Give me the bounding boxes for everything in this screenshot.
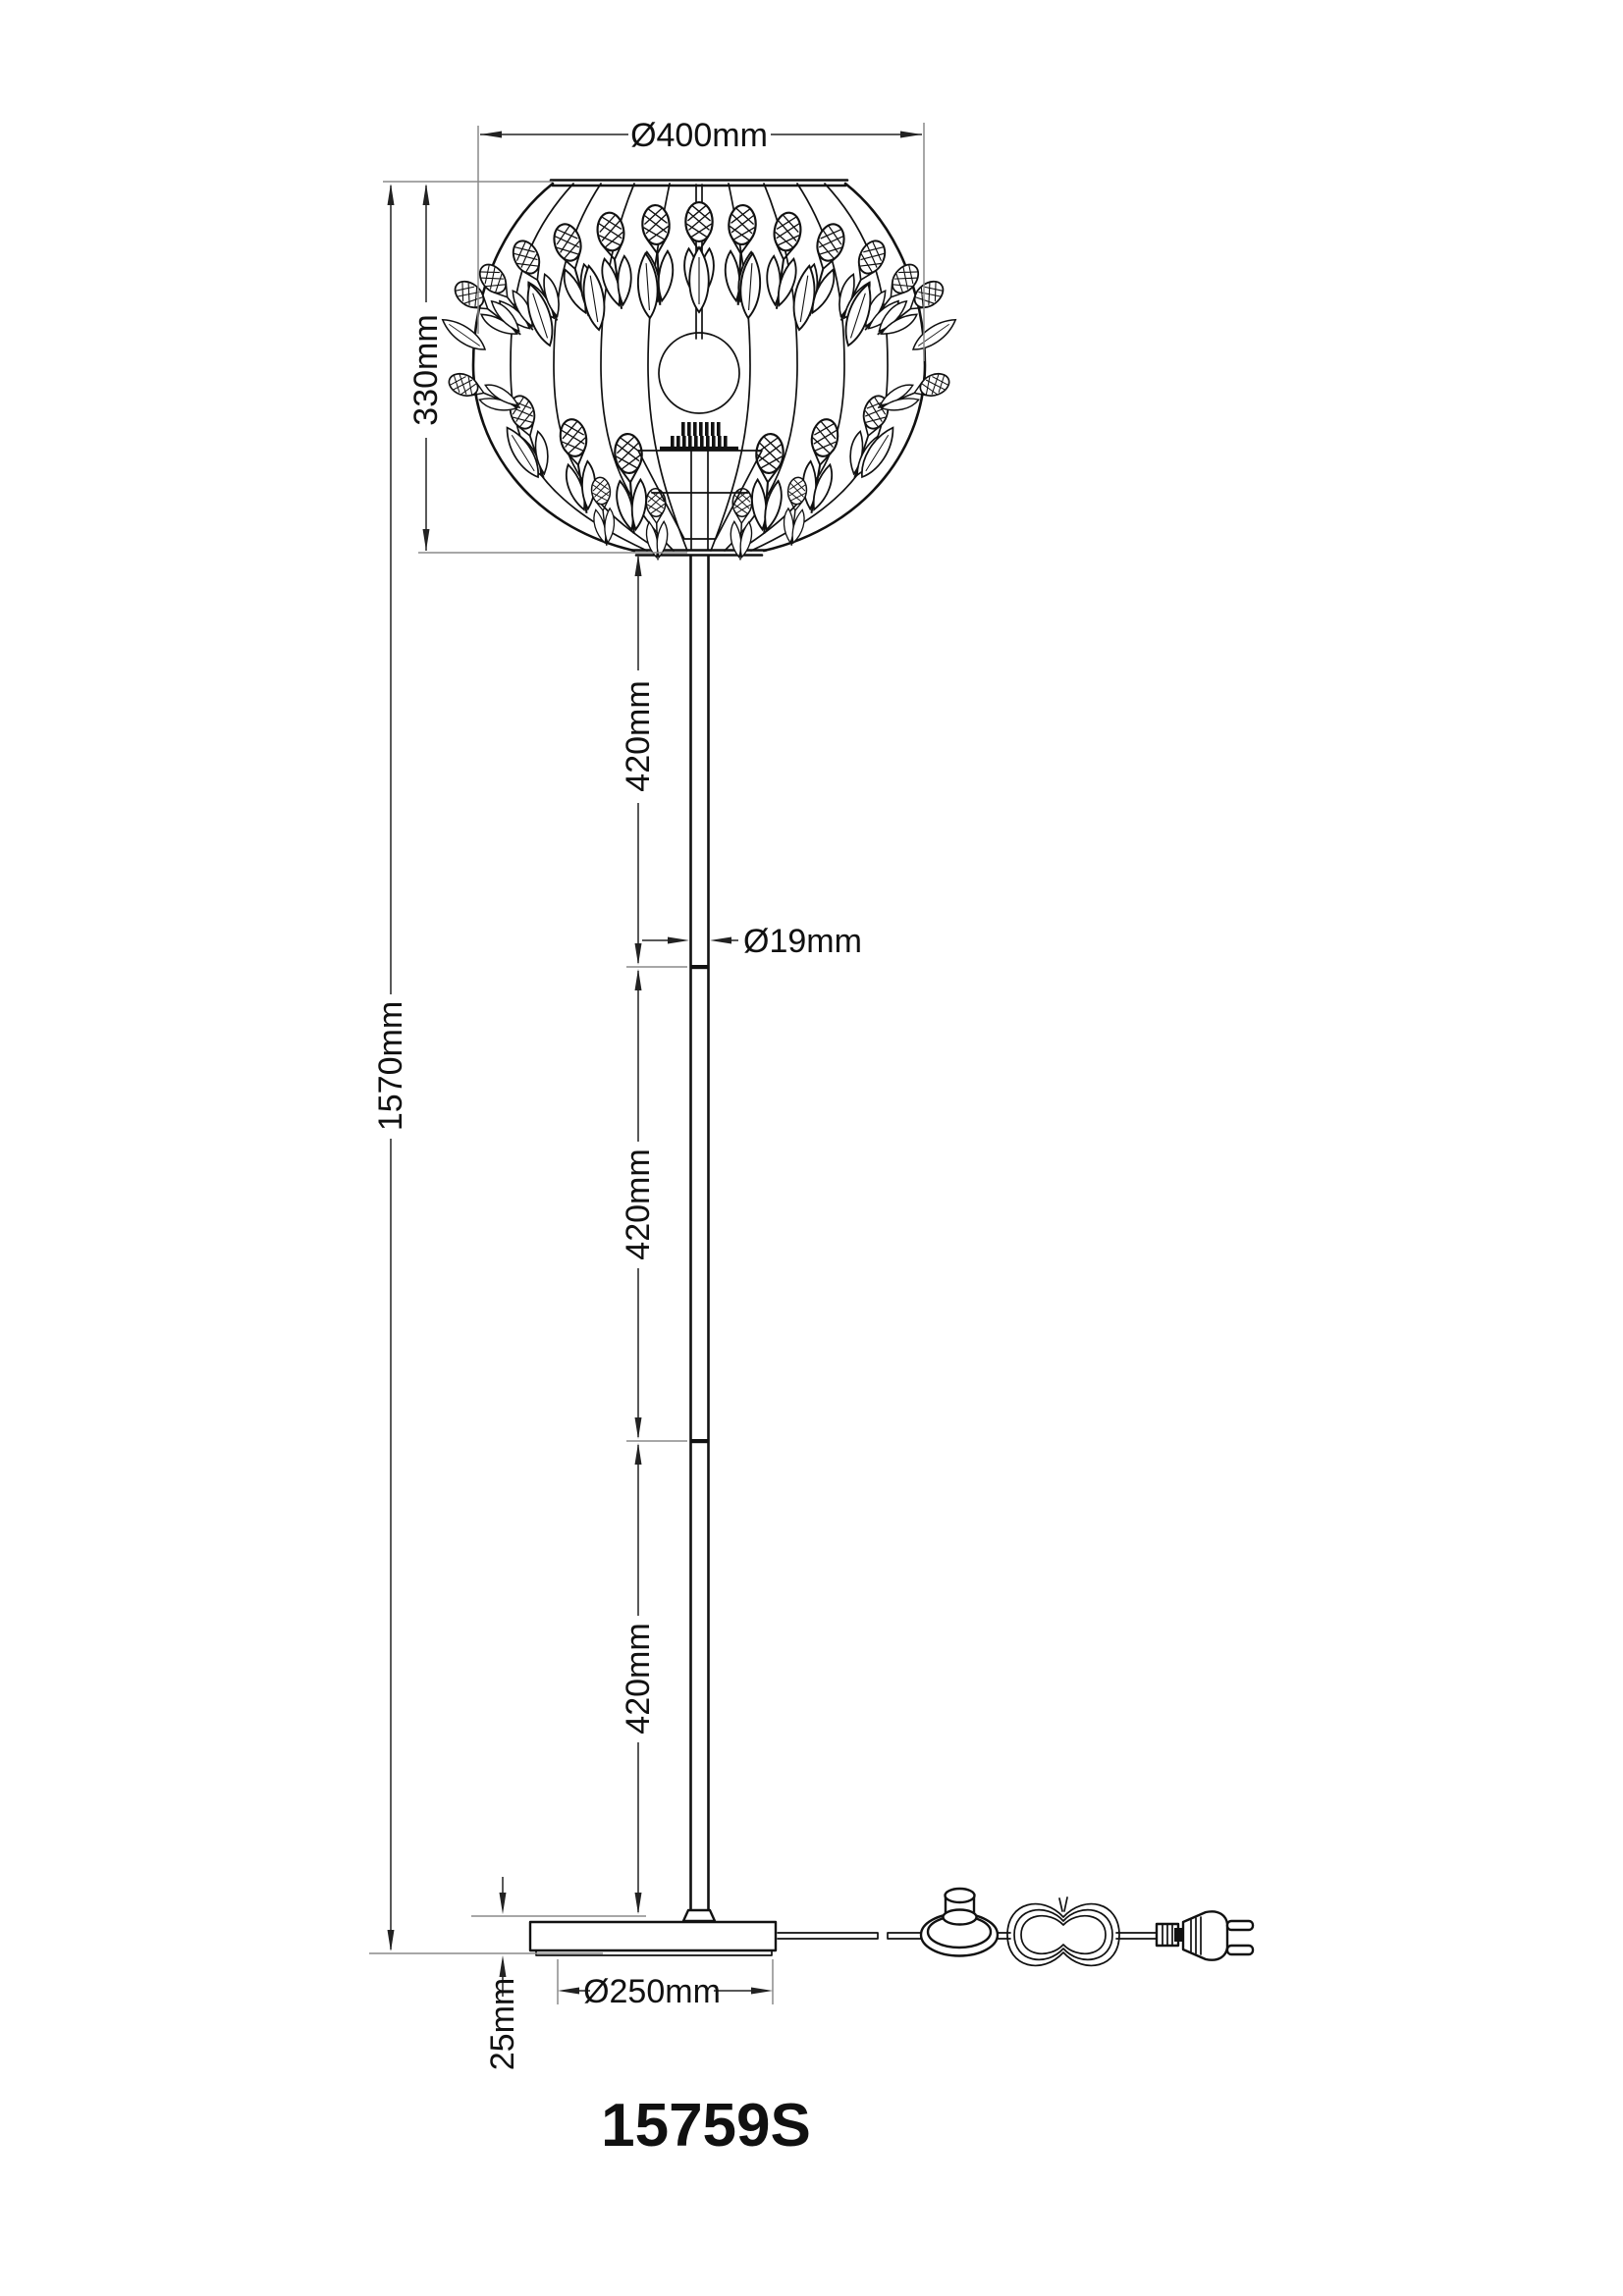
pole-joint-lower <box>690 1439 710 1443</box>
dimension-shade-height <box>407 184 445 551</box>
dimension-base-diameter <box>558 1973 773 2010</box>
cord-run <box>1116 1933 1159 1939</box>
base-height-label: 25mm <box>484 1977 521 2071</box>
base-diameter-label: Ø250mm <box>583 1973 721 2010</box>
total-height-label: 1570mm <box>372 1000 409 1132</box>
dimension-total-height <box>372 184 409 1951</box>
pole-diameter-label: Ø19mm <box>743 923 862 960</box>
shade-height-label: 330mm <box>407 314 445 426</box>
cord-stub <box>778 1933 878 1939</box>
dimension-upper-segment <box>620 555 657 965</box>
cord-run <box>888 1933 922 1939</box>
base-body <box>530 1922 776 1950</box>
dimension-base-height <box>484 1877 521 2070</box>
shade-diameter-label: Ø400mm <box>630 117 768 154</box>
dimension-pole-diameter <box>642 923 862 960</box>
dimension-lower-segment <box>620 1443 657 1914</box>
dimension-shade-diameter <box>480 117 922 154</box>
lamp-base <box>530 1922 776 1955</box>
bulb-outline <box>659 333 739 413</box>
plug-pin-top <box>1227 1921 1253 1930</box>
lamp-shade <box>438 181 959 561</box>
switch-button-top <box>946 1889 975 1902</box>
lower-segment-label: 420mm <box>620 1623 657 1735</box>
shade-leaf-ornaments <box>438 247 959 482</box>
power-plug <box>1157 1911 1253 1959</box>
pole-base-collar <box>683 1910 715 1921</box>
dimension-middle-segment <box>620 969 657 1439</box>
upper-segment-label: 420mm <box>620 680 657 792</box>
foot-switch <box>921 1889 998 1956</box>
pole-joint-upper <box>690 965 710 969</box>
switch-button-seat <box>944 1910 977 1925</box>
middle-segment-label: 420mm <box>620 1148 657 1260</box>
cable-coil <box>1007 1897 1119 1965</box>
plug-body <box>1183 1911 1227 1959</box>
lamp-pole <box>683 556 715 1921</box>
plug-pin-bottom <box>1227 1946 1253 1954</box>
shade-top-rim <box>551 181 847 187</box>
model-number: 15759S <box>601 2092 811 2160</box>
cable-end-tuft <box>1059 1897 1067 1911</box>
